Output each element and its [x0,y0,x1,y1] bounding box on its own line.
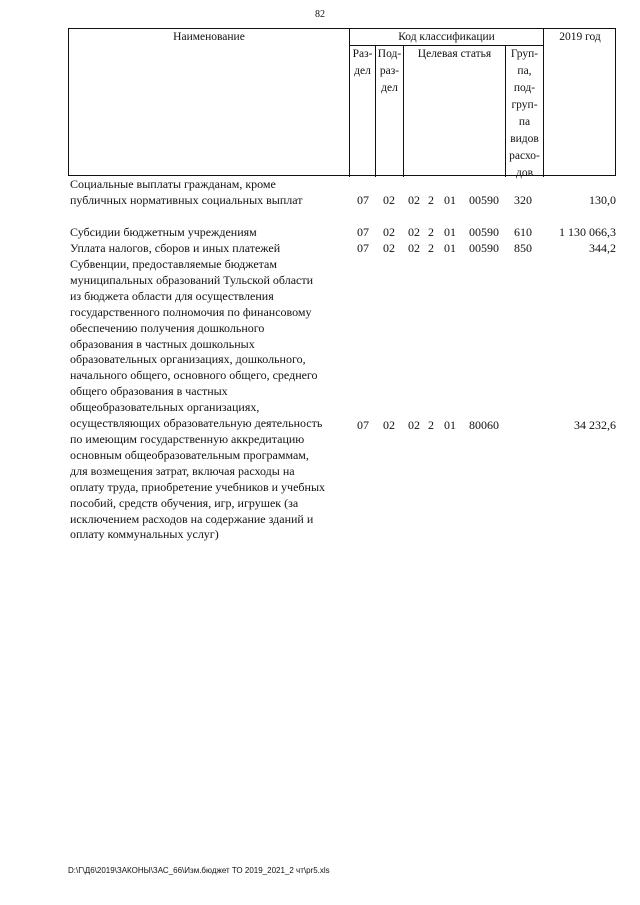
row-target-1: 02 [408,193,420,207]
row-target-3: 01 [444,193,456,207]
row-section: 07 [357,225,369,239]
header-code-group: Код классификации [398,31,495,43]
row-subsection: 02 [383,241,395,255]
header-expense-group: Груп- па, под- груп- па видов расхо- дов [509,48,540,179]
row-target-2: 2 [428,193,434,207]
row-amount: 344,2 [589,241,616,255]
row-target-1: 02 [408,418,420,432]
row-target-4: 00590 [469,193,499,207]
row-amount: 34 232,6 [574,418,616,432]
row-name: Субсидии бюджетным учреждениям [70,225,257,239]
row-target-3: 01 [444,418,456,432]
header-target-article: Целевая статья [417,48,492,60]
row-name: Субвенции, предоставляемые бюджетам муниципальных образований Тульской области из бюджета области для осуществления государственного полномочия по финансовому обеспечению получения дошкольного образования в частных дошкольных образовательных организациях, дошкольного, начального общего, основного общего, среднего общего образования в частных общеобразовательных организациях, осуществляющих образовательную деятельность по имеющим государственную аккредитацию основным общеобразовательным программам, для возмещения затрат, включая расходы на оплату труда, приобретение учебников и учебных пособий, средств обучения, игр, игрушек (за исключением расходов на содержание зданий и оплату коммунальных услуг) [70,257,326,542]
row-group: 320 [514,193,532,207]
header-subsection: Под- раз- дел [377,48,402,94]
row-target-3: 01 [444,241,456,255]
row-name: Уплата налогов, сборов и иных платежей [70,241,281,255]
row-target-2: 2 [428,418,434,432]
header-name: Наименование [173,31,245,43]
divider [543,29,544,177]
row-target-4: 80060 [469,418,499,432]
row-target-2: 2 [428,225,434,239]
row-amount: 130,0 [589,193,616,207]
row-target-2: 2 [428,241,434,255]
row-subsection: 02 [383,418,395,432]
row-section: 07 [357,418,369,432]
header-year: 2019 год [559,31,601,43]
row-subsection: 02 [383,193,395,207]
file-path-footer: D:\Г\Д6\2019\ЗАКОНЫ\ЗАС_66\Изм.бюджет ТО 2019_2021_2 чт\pr5.xls [68,866,330,875]
row-target-1: 02 [408,241,420,255]
row-target-4: 00590 [469,241,499,255]
row-target-4: 00590 [469,225,499,239]
table-header [68,28,616,179]
row-target-1: 02 [408,225,420,239]
row-amount: 1 130 066,3 [559,225,616,239]
row-section: 07 [357,241,369,255]
row-target-3: 01 [444,225,456,239]
row-group: 850 [514,241,532,255]
row-section: 07 [357,193,369,207]
row-name: Социальные выплаты гражданам, кроме публичных нормативных социальных выплат [70,177,303,207]
page-number: 82 [315,9,325,20]
row-subsection: 02 [383,225,395,239]
divider [403,46,404,177]
header-section: Раз- дел [352,48,373,77]
row-group: 610 [514,225,532,239]
